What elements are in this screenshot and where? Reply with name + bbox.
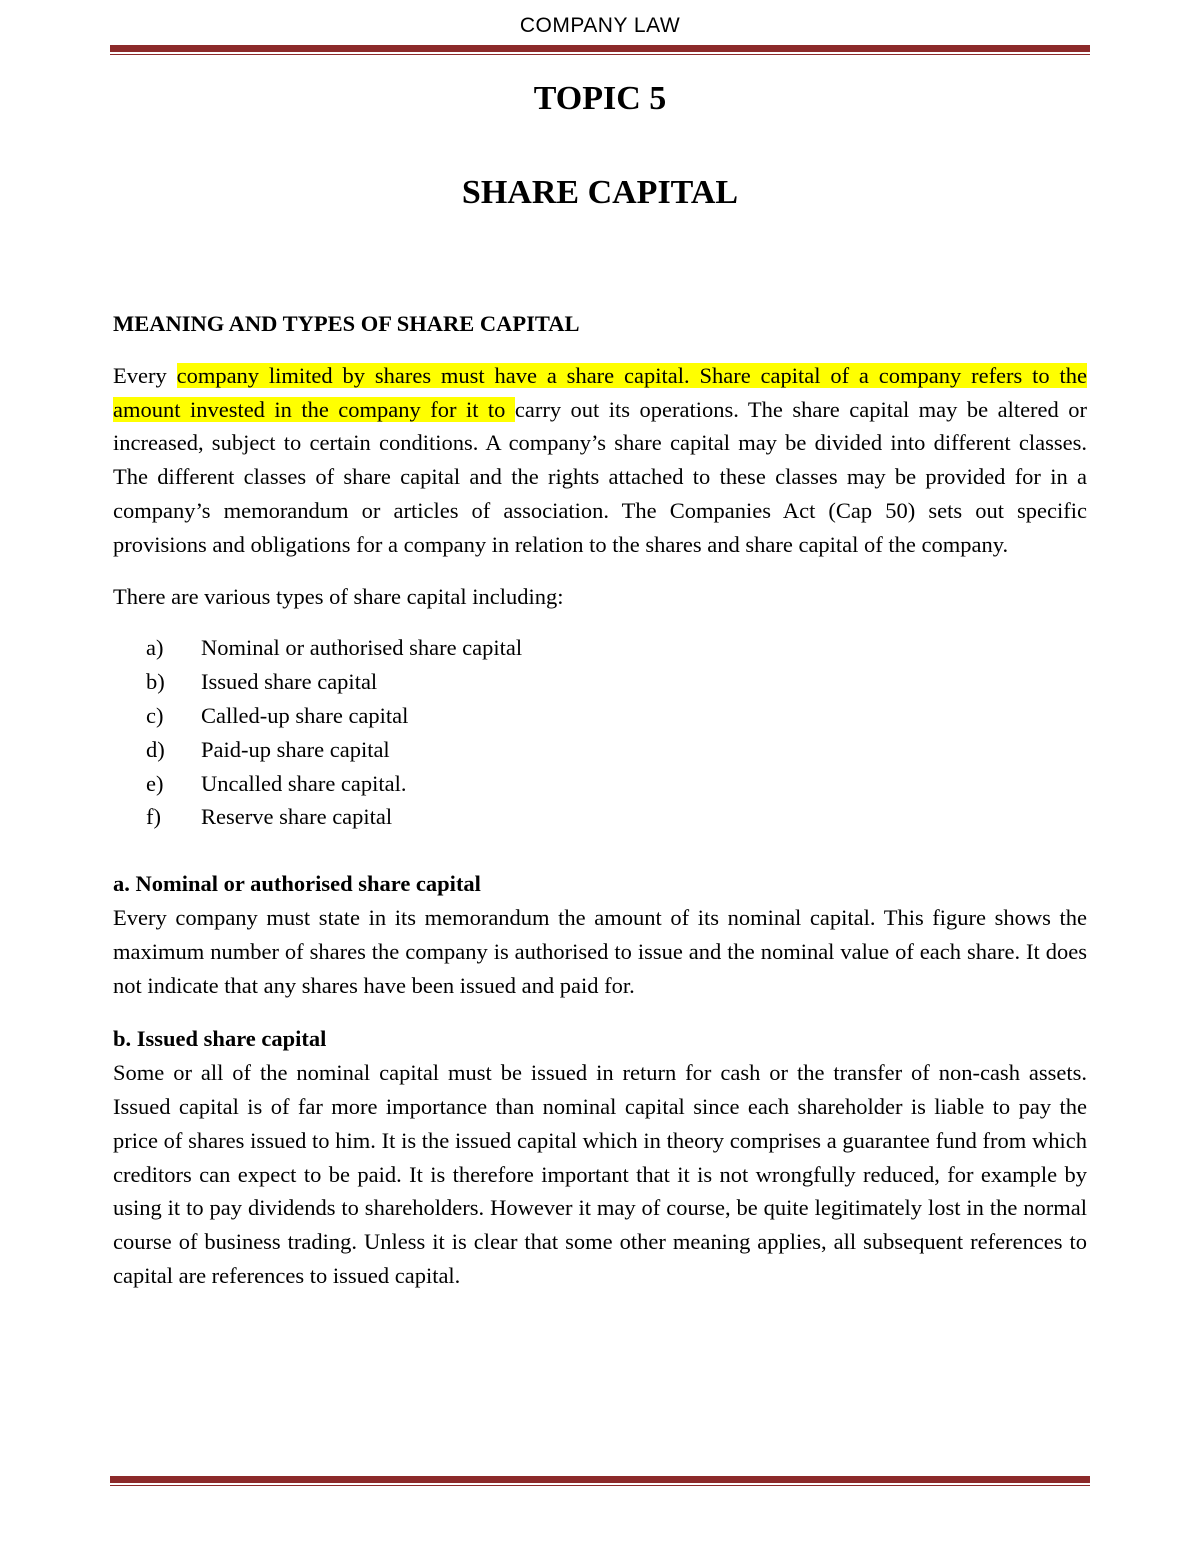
topic-title: SHARE CAPITAL	[461, 174, 739, 211]
meaning-lead: Every	[113, 362, 177, 388]
list-label: Issued share capital	[201, 669, 378, 695]
nominal-paragraph: Every company must state in its memorandum the amount of its nominal capital. This figure shows the maximum number of shares the company is authorised to issue and the nominal value of each share. It does not indicate that any shares have been issued and paid for.	[113, 904, 1087, 998]
types-intro: There are various types of share capital including:	[113, 583, 564, 609]
issued-heading: b. Issued share capital	[113, 1026, 327, 1052]
list-item	[113, 631, 1087, 665]
footer-rule-thin	[110, 1485, 1090, 1486]
list-label: Paid-up share capital	[201, 736, 390, 762]
list-item	[113, 665, 1087, 699]
meaning-paragraph	[113, 359, 1087, 562]
types-list	[113, 631, 1087, 834]
list-label: Nominal or authorised share capital	[201, 635, 523, 661]
footer-rule	[110, 1476, 1090, 1483]
list-marker: c)	[146, 702, 164, 728]
list-item	[113, 767, 1087, 801]
issued-paragraph: Some or all of the nominal capital must be issued in return for cash or the transfer of non-cash assets. Issued capital is of far more importance than nominal capital since each shareholder is liable to pay the price of shares issued to him. It is the issued capital which in theory comprises a guarantee fund from which creditors can expect to be paid. It is therefore important that it is not wrongfully reduced, for example by using it to pay dividends to shareholders. However it may of course, be quite legitimately lost in the normal course of business trading. Unless it is clear that some other meaning applies, all subsequent references to capital are references to issued capital.	[113, 1060, 1087, 1288]
nominal-heading: a. Nominal or authorised share capital	[113, 871, 481, 897]
spacer	[113, 834, 1087, 867]
list-marker: e)	[146, 770, 164, 796]
list-label: Called-up share capital	[201, 702, 409, 728]
list-item	[113, 800, 1087, 834]
running-header: COMPANY LAW	[519, 14, 681, 37]
meaning-heading: MEANING AND TYPES OF SHARE CAPITAL	[113, 311, 580, 336]
document-body	[113, 307, 1087, 1293]
list-label: Reserve share capital	[201, 804, 393, 830]
spacer	[113, 1002, 1087, 1022]
spacer	[113, 613, 1087, 631]
list-marker: a)	[146, 635, 164, 661]
list-item	[113, 733, 1087, 767]
list-marker: b)	[146, 669, 165, 695]
highlighted-text: company limited by shares must have a share capital. Share capital of a company refers to the amount invested in the company for it to	[113, 362, 1087, 422]
list-marker: f)	[146, 804, 161, 830]
spacer	[113, 341, 1087, 359]
spacer	[113, 562, 1087, 580]
list-marker: d)	[146, 736, 165, 762]
list-item	[113, 699, 1087, 733]
meaning-rest: carry out its operations. The share capital may be altered or increased, subject to certain conditions. A company’s share capital may be divided into different classes. The different classes of share capital and the rights attached to these classes may be provided for in a company’s memorandum or articles of association. The Companies Act (Cap 50) sets out specific provisions and obligations for a company in relation to the shares and share capital of the company.	[113, 396, 1087, 557]
topic-number: TOPIC 5	[533, 80, 667, 117]
list-label: Uncalled share capital.	[201, 770, 407, 796]
header-rule	[110, 45, 1090, 52]
header-rule-thin	[110, 54, 1090, 55]
